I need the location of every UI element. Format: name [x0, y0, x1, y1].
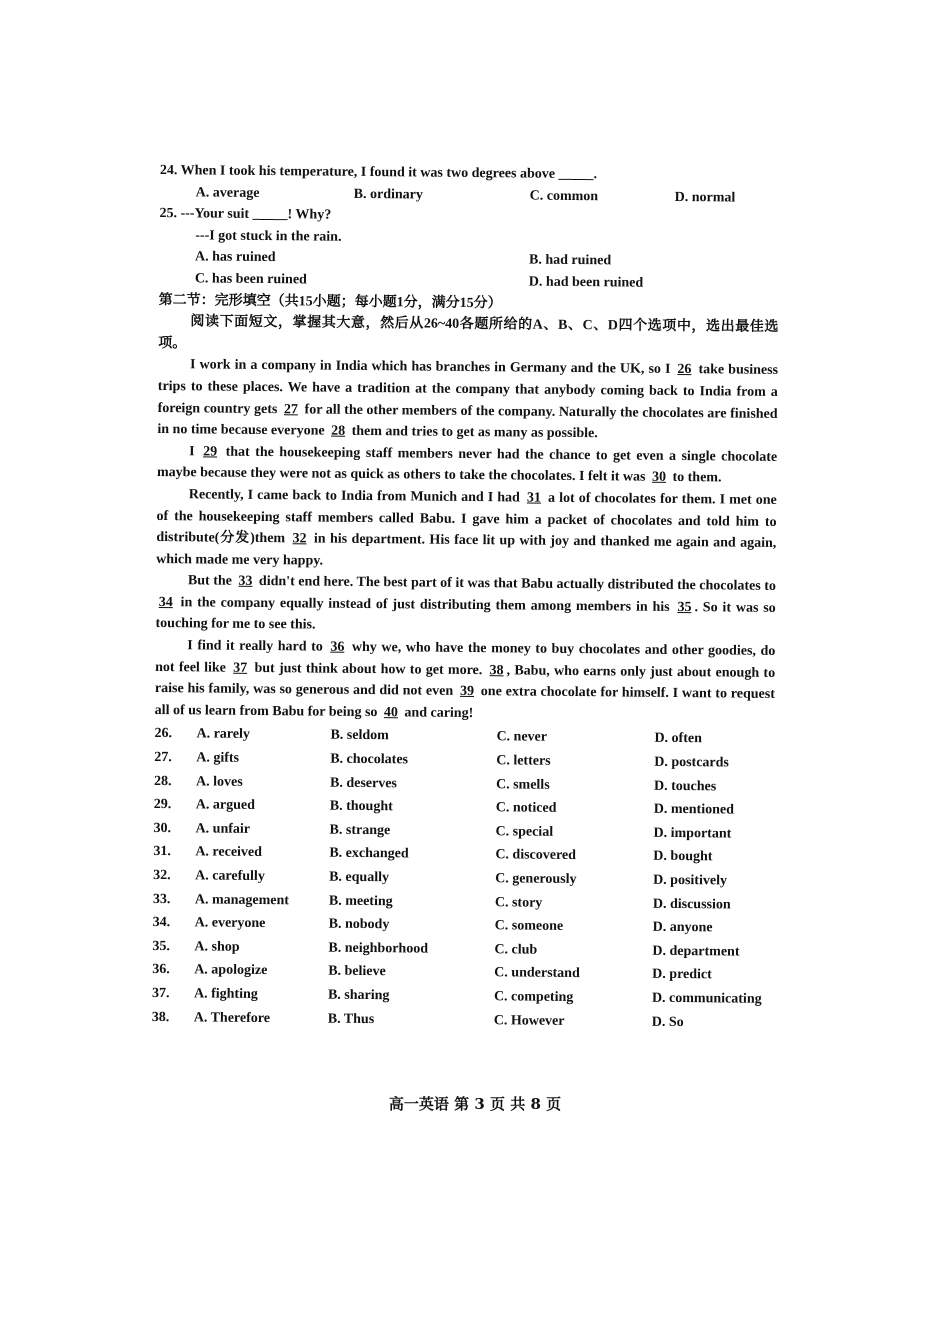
blank-38: 38 — [489, 662, 504, 678]
blank-27: 27 — [283, 401, 299, 417]
blank-35: 35 — [677, 599, 692, 615]
answer-row-32 — [153, 865, 773, 893]
option-d: D. normal — [674, 189, 736, 206]
passage-text: why we, who have the money to buy chocolates and other goodies, do not feel like — [155, 639, 776, 676]
option-d: D. discussion — [652, 896, 731, 913]
option-a: A. has ruined — [194, 249, 276, 266]
option-a: A. average — [195, 184, 260, 201]
blank-26: 26 — [677, 362, 692, 378]
blank-34: 34 — [158, 594, 173, 611]
answer-row-30 — [153, 818, 773, 846]
passage-text: . So it was so touching for me to see this. — [155, 600, 776, 633]
answer-number: 27. — [154, 750, 172, 766]
option-row — [159, 246, 779, 295]
option-d: D. department — [652, 943, 740, 960]
answer-row-37 — [152, 983, 772, 1011]
question-stem: 25. ---Your suit _____! Why? — [159, 206, 332, 223]
option-b: B. nobody — [328, 916, 390, 933]
blank-39: 39 — [459, 684, 475, 700]
passage-text: in the company equally instead of just distributing them among members in his — [175, 595, 675, 615]
answer-number: 35. — [152, 938, 171, 954]
option-a: A. rarely — [196, 726, 250, 743]
option-b: B. neighborhood — [328, 940, 429, 957]
option-c: C. someone — [494, 918, 564, 935]
option-a: A. Therefore — [193, 1009, 271, 1026]
answer-number: 26. — [154, 726, 173, 742]
passage-text: But the — [187, 573, 236, 590]
option-c: C. noticed — [495, 800, 557, 817]
answer-row-26 — [154, 723, 774, 751]
option-b: B. sharing — [327, 987, 390, 1004]
option-d: D. had been ruined — [528, 274, 644, 291]
blank-30: 30 — [651, 470, 667, 486]
passage-text: a lot of chocolates for them. I met one of the housekeeping staff members called Babu. I gave him a packet of chocolates and told him to distribute(分发)them — [156, 490, 777, 547]
passage-paragraph-2 — [157, 441, 777, 490]
passage-text: in his department. His face lit up with joy and thanked me again and again, which made me very happy. — [156, 531, 777, 569]
answer-number: 34. — [152, 915, 171, 931]
answer-number: 30. — [153, 820, 172, 836]
passage-paragraph-4 — [155, 570, 776, 641]
passage-text: Recently, I came back to India from Munich and I had — [188, 487, 525, 506]
exam-page — [152, 160, 780, 1034]
option-b: B. chocolates — [330, 751, 409, 768]
passage-text: and caring! — [400, 705, 474, 721]
option-d: D. communicating — [651, 990, 762, 1007]
option-d: D. touches — [653, 778, 717, 794]
answer-row-28 — [154, 771, 774, 799]
question-25 — [159, 203, 780, 295]
option-c: C. club — [494, 942, 538, 958]
passage-text: I — [189, 444, 201, 460]
section-title: 第二节：完形填空（共15小题；每小题1分，满分15分） — [158, 292, 502, 311]
answer-row-29 — [154, 794, 774, 822]
option-b: B. meeting — [328, 893, 393, 909]
passage-text: , Babu, who earns only just about enough to raise his family, was so generous and did not even — [154, 663, 776, 700]
option-b: B. had ruined — [528, 252, 612, 269]
answer-row-38 — [152, 1007, 772, 1035]
blank-28: 28 — [331, 423, 346, 439]
option-a: A. unfair — [195, 821, 251, 837]
option-c: C. generously — [495, 871, 577, 888]
passage-text: but just think about how to get more. — [250, 660, 487, 678]
option-d: D. positively — [653, 872, 728, 889]
blank-33: 33 — [238, 574, 253, 590]
answer-number: 38. — [151, 1009, 170, 1025]
question-reply: ---I got stuck in the rain. — [195, 228, 342, 245]
option-c: C. story — [494, 894, 543, 911]
option-d: D. predict — [652, 967, 712, 983]
option-c: C. discovered — [495, 847, 577, 864]
answer-row-34 — [153, 912, 773, 940]
answer-row-33 — [153, 889, 773, 917]
passage-text: them and tries to get as many as possible. — [348, 423, 598, 442]
option-b: B. strange — [329, 822, 391, 839]
option-a: A. shop — [194, 939, 240, 955]
option-b: B. thought — [329, 798, 393, 815]
passage-text: I find it really hard to — [187, 638, 328, 655]
option-a: A. argued — [195, 797, 256, 814]
answer-number: 31. — [153, 844, 171, 860]
option-b: B. ordinary — [353, 186, 423, 203]
passage-text: one extra chocolate for himself. I want to request all of us learn from Babu for being so — [154, 684, 775, 720]
passage-text: didn't end here. The best part of it was that Babu actually distributed the chocolates to — [255, 574, 777, 595]
answer-row-31 — [153, 841, 773, 869]
option-d: D. postcards — [654, 754, 729, 771]
option-d: D. often — [654, 731, 702, 747]
option-a: A. carefully — [195, 868, 265, 885]
passage-text: that the housekeeping staff members never had the chance to get even a single chocolate maybe because they were not as quick as others to take the chocolates. I felt it was — [156, 444, 778, 486]
blank-36: 36 — [330, 639, 345, 655]
answer-number: 36. — [152, 962, 170, 978]
option-c: C. common — [529, 188, 599, 204]
option-b: B. deserves — [329, 775, 397, 791]
option-a: A. loves — [195, 773, 243, 790]
passage-paragraph-5 — [155, 635, 776, 727]
option-b: B. seldom — [330, 728, 389, 744]
answer-number: 29. — [153, 797, 172, 813]
blank-29: 29 — [203, 444, 218, 460]
passage-text: to them. — [668, 470, 722, 486]
answer-options — [152, 723, 775, 1034]
option-c: C. never — [496, 729, 548, 746]
passage-paragraph-1 — [157, 354, 778, 446]
option-d: D. So — [651, 1014, 684, 1030]
answer-number: 28. — [153, 773, 172, 789]
option-a: A. apologize — [194, 962, 268, 979]
passage-text: take business trips to these places. We have a tradition at the company that anybody coming back to India from a foreign country gets — [157, 362, 779, 417]
option-a: A. everyone — [194, 915, 266, 932]
option-b: B. believe — [328, 964, 386, 980]
option-b: B. Thus — [327, 1011, 375, 1027]
option-d: D. mentioned — [653, 801, 734, 818]
option-d: D. anyone — [652, 919, 713, 936]
option-d: D. bought — [653, 849, 713, 865]
blank-31: 31 — [526, 490, 542, 506]
option-a: A. received — [195, 844, 263, 861]
page-footer: 高一英语 第 3 页 共 8 页 — [388, 1095, 562, 1113]
section-instruction: 阅读下面短文，掌握其大意，然后从26~40各题所给的A、B、C、D四个选项中，选出最佳选项。 — [158, 314, 779, 352]
blank-32: 32 — [292, 531, 307, 547]
option-c: C. competing — [493, 989, 574, 1005]
question-stem: 24. When I took his temperature, I found it was two degrees above _____. — [159, 162, 598, 183]
option-c: C. smells — [495, 776, 550, 793]
passage-text: I work in a company in India which has branches in Germany and the UK, so I — [189, 357, 675, 378]
answer-number: 37. — [151, 985, 170, 1002]
option-c: C. However — [493, 1012, 565, 1029]
option-a: A. gifts — [196, 750, 240, 766]
option-c: C. special — [495, 824, 554, 840]
option-b: B. equally — [329, 869, 390, 886]
blank-40: 40 — [383, 705, 399, 721]
blank-37: 37 — [233, 660, 248, 676]
question-24 — [160, 160, 780, 209]
answer-row-35 — [152, 936, 772, 964]
option-c: C. letters — [496, 753, 551, 769]
option-d: D. important — [653, 825, 732, 842]
option-c: C. has been ruined — [194, 271, 307, 288]
passage-text: for all the other members of the company. Naturally the chocolates are finished in no time because everyone — [157, 401, 778, 439]
answer-number: 33. — [152, 891, 171, 907]
answer-row-36 — [152, 959, 772, 987]
option-b: B. exchanged — [329, 846, 409, 862]
option-a: A. fighting — [193, 986, 258, 1002]
option-a: A. management — [194, 891, 290, 908]
answer-number: 32. — [153, 867, 171, 884]
answer-row-27 — [154, 747, 774, 775]
option-c: C. understand — [494, 965, 580, 982]
passage-paragraph-3 — [156, 484, 777, 576]
